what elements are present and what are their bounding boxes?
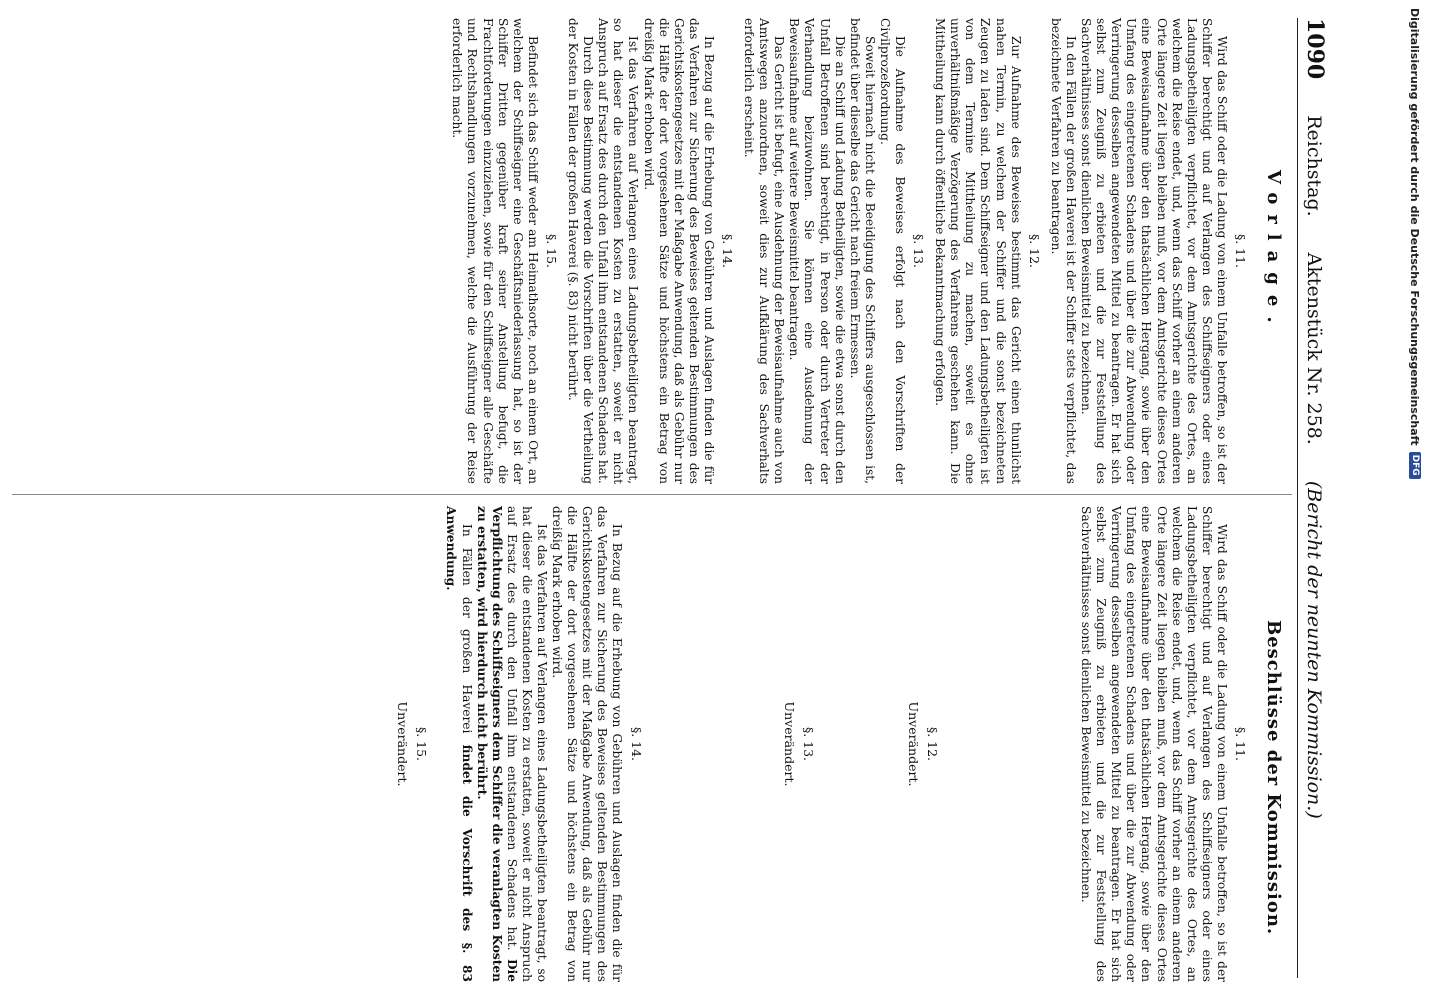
left-s13-paragraph-2: Soweit hiernach nicht die Beeidigung des Schiffers ausgeschlossen ist, befindet über dieselbe das Gericht nach freiem Ermessen. [847, 18, 877, 484]
right-section-13-heading: §. 13. [800, 726, 816, 762]
left-s15-paragraph-1: Befindet sich das Schiff weder am Heimathsorte, noch an einem Ort, an welchem der Schiffseigner eine Geschäftsniederlassung hat, so ist der Schiffer Dritten gegenüber kraft seiner Anstellung befugt, die Frachtforderungen einzuziehen, sowie für den Schiffseigner alle Geschäfte und Rechtshandlungen vorzunehmen, welche die Ausführung der Reise erforderlich macht. [450, 18, 540, 484]
left-s14-paragraph-1: In Bezug auf die Erhebung von Gebühren und Auslagen finden die für das Verfahren zur Sicherung des Beweises geltenden Bestimmungen des Gerichtskostengesetzes mit der Maßgabe Anwendung, daß als Gebühr nur die Hälfte der dort vorgesehenen Sätze und höchstens ein Betrag von dreißig Mark erhoben wird. [641, 18, 716, 484]
document-number: Aktenstück Nr. 258. [1303, 252, 1325, 445]
left-s13-paragraph-3: Die an Schiff und Ladung Betheiligten, sowie die etwa sonst durch den Unfall Betroffenen sind berechtigt, in Person oder durch Vertreter der Verhandlung beizuwohnen. Sie können eine Ausdehnung der Beweisaufnahme auf weitere Beweismittel beantragen. [787, 18, 847, 484]
right-column-title: Beschlüsse der Kommission. [1263, 620, 1284, 936]
left-s11-paragraph-2: In den Fällen der großen Haverei ist der Schiffer stets verpflichtet, das bezeichnete Verfahren zu beantragen. [1048, 18, 1078, 484]
right-s11-paragraph-1: Wird das Schiff oder die Ladung von einem Unfalle betroffen, so ist der Schiffer berechtigt und auf Verlangen des Schiffseigners oder eines Ladungsbetheiligten verpflichtet, vor dem Amtsgerichte des Ortes, an welchem die Reise endet, und, wenn das Schiff vorher an einem anderen Orte längere Zeit liegen bleiben muß, vor dem Amtsgerichte dieses Ortes eine Beweisaufnahme über den thatsächlichen Hergang, sowie über den Umfang des eingetretenen Schadens und über die zur Abwendung oder Verringerung desselben angewendeten Mittel zu beantragen. Er hat sich selbst zum Zeugniß zu erbieten und die zur Feststellung des Sachverhältnisses sonst dienlichen Beweismittel zu bezeichnen. [1079, 506, 1229, 982]
left-section-14-heading: §. 14. [720, 233, 735, 269]
right-section-11-heading: §. 11. [1233, 726, 1248, 762]
digitization-credit: Digitalisierung gefördert durch die Deutsche Forschungsgemeinschaft [1408, 8, 1422, 446]
column-divider [12, 494, 1292, 495]
publication-name: Reichstag. [1303, 115, 1325, 217]
dfg-logo-icon: DFG [1409, 452, 1421, 479]
running-header [1297, 18, 1328, 978]
right-column [395, 506, 1254, 982]
left-column-title: Vorlage. [1263, 170, 1284, 333]
left-s14-paragraph-3: Durch diese Bestimmung werden die Vorschriften über die Vertheilung der Kosten in Fällen der großen Haverei (§. 83) nicht berührt. [566, 18, 596, 484]
right-s14-paragraph-2 [474, 506, 549, 982]
left-section-13-heading: §. 13. [911, 233, 927, 269]
digitization-footer [1398, 0, 1432, 1000]
right-s14-paragraph-3-amendment: findet die Vorschrift des §. 83 Anwendung. [444, 506, 474, 982]
right-s14-paragraph-2-text: Ist das Verfahren auf Verlangen eines Ladungsbetheiligten beantragt, so hat dieser die entstandenen Kosten zu erstatten, soweit er nicht Anspruch auf Ersatz des durch den Unfall ihm entstandenen Schadens hat. [504, 506, 550, 982]
left-s13-paragraph-4: Das Gericht ist befugt, eine Ausdehnung der Beweisaufnahme auch von Amtswegen anzuordnen, soweit dies zur Aufklärung des Sachverhalts erforderlich erscheint. [742, 18, 787, 484]
left-section-11-heading: §. 11. [1233, 233, 1248, 269]
report-subtitle: (Bericht der neunten Kommission.) [1303, 480, 1325, 819]
right-s14-paragraph-3 [443, 506, 473, 982]
left-section-15-heading: §. 15. [543, 233, 559, 269]
left-s12-paragraph-1: Zur Aufnahme des Beweises bestimmt das Gericht einen thunlichst nahen Termin, zu welchem der Schiffer und die sonst bezeichneten Zeugen zu laden sind. Dem Schiffseigner und den Ladungsbetheiligten ist von dem Termine Mittheilung zu machen, soweit es ohne unverhältnißmäßige Verzögerung des Verfahrens geschehen kann. Die Mittheilung kann durch öffentliche Bekanntmachung erfolgen. [933, 18, 1023, 484]
left-s13-paragraph-1: Die Aufnahme des Beweises erfolgt nach den Vorschriften der Civilprozeßordnung. [877, 18, 908, 484]
right-section-15-heading: §. 15. [414, 726, 430, 762]
right-section-14-heading: §. 14. [628, 726, 644, 762]
right-s14-paragraph-2-amendment: Die Verpflichtung des Schiffseigners dem Schiffer die veranlagten Kosten zu erstatten, wird hierdurch nicht berührt. [474, 506, 519, 982]
left-s11-paragraph-1: Wird das Schiff oder die Ladung von einem Unfalle betroffen, so ist der Schiffer berechtigt und auf Verlangen des Schiffseigners oder eines Ladungsbetheiligten verpflichtet, vor dem Amtsgerichte des Ortes, an welchem die Reise endet, und, wenn das Schiff vorher an einem anderen Orte längere Zeit liegen bleiben muß, vor dem Amtsgerichte dieses Ortes eine Beweisaufnahme über den thatsächlichen Hergang, sowie über den Umfang des eingetretenen Schadens und über die zur Abwendung oder Verringerung desselben angewendeten Mittel zu beantragen. Er hat sich selbst zum Zeugniß zu erbieten und die zur Feststellung des Sachverhältnisses sonst dienlichen Beweismittel zu bezeichnen. [1079, 18, 1229, 484]
right-s15-unchanged: Unverändert. [395, 701, 411, 787]
right-section-12-heading: §. 12. [924, 726, 940, 762]
page-number: 1090 [1302, 18, 1328, 80]
left-s14-paragraph-2: Ist das Verfahren auf Verlangen eines Ladungsbetheiligten beantragt, so hat dieser die entstandenen Kosten zu erstatten, soweit er nicht Anspruch auf Ersatz des durch den Unfall ihm entstandenen Schadens hat. [596, 18, 641, 484]
left-section-12-heading: §. 12. [1026, 233, 1042, 269]
left-column [449, 18, 1254, 484]
right-s14-paragraph-1: In Bezug auf die Erhebung von Gebühren und Auslagen finden die für das Verfahren zur Sicherung des Beweises geltenden Bestimmungen des Gerichtskostengesetzes mit der Maßgabe Anwendung, daß als Gebühr nur die Hälfte der dort vorgesehenen Sätze und höchstens ein Betrag von dreißig Mark erhoben wird. [550, 506, 625, 982]
right-s14-paragraph-3-text: In Fällen der großen Haverei [459, 524, 474, 734]
right-s13-unchanged: Unverändert. [781, 701, 797, 787]
right-s12-unchanged: Unverändert. [905, 701, 921, 787]
